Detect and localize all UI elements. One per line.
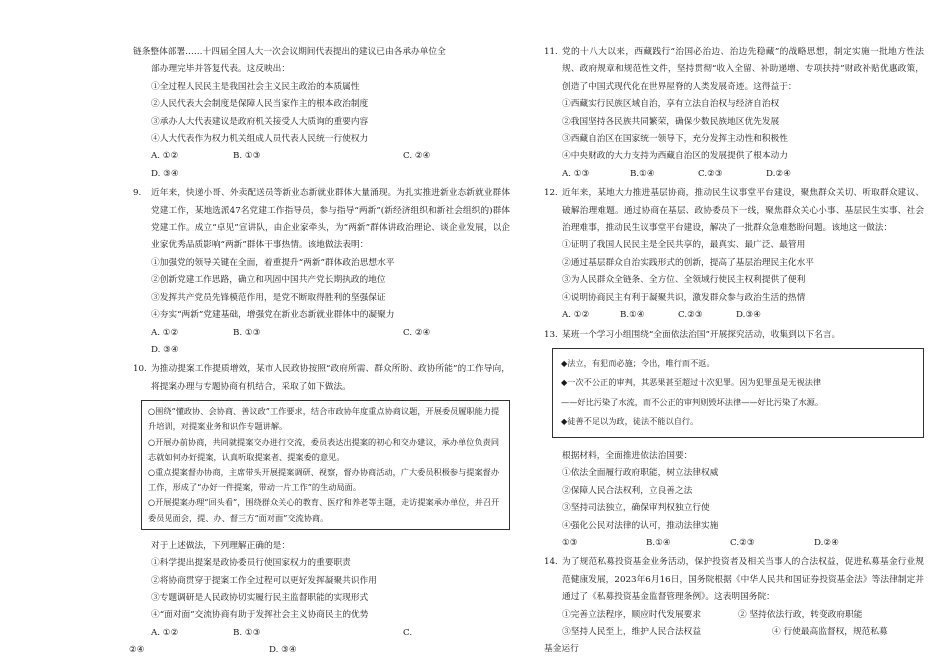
q13-number: 13. [544,329,558,340]
q14-item-2: ② 坚持依法行政，转变政府职能 [738,609,863,620]
q13-item: ①依法全面履行政府职能，树立法律权威 [562,468,719,479]
q13-option-c[interactable]: C.②③ [730,537,755,548]
q11-item: ③西藏自治区在国家统一领导下，充分发挥主动性和积极性 [562,134,788,145]
q13-quote-line: ◆一次不公正的审判，其恶果甚至超过十次犯罪。因为犯罪虽是无视法律 [561,377,822,388]
q13-item: ③坚持司法独立，确保审判权独立行使 [562,503,710,514]
q9-stem: 近年来，快递小哥、外卖配送员等新业态新就业群体大量涌现。为扎实推进新业态新就业群体党建工作，某地选派47名党建工作指导员，参与指导“两新”(新经济组织和新社会组织的)群体党建工作。成立“卓见”宣讲队，由企业家牵头，为“两新”群体讲政治理论、谈企业发展，以企业家优秀品质影响“两新”群体干事热情。该地做法表明： [151,188,510,251]
q10-item: ③专题调研是人民政协切实履行民主监督职能的实现形式 [151,592,369,603]
q12-item: ③为人民群众全链条、全方位、全领域行使民主权利提供了便利 [562,275,806,286]
q13-stem: 某班一个学习小组围绕“全面依法治国”开展探究活动，收集到以下名言。 [562,329,841,340]
q9-option-a[interactable]: A. ①② [151,327,179,338]
q11-option-b[interactable]: B.①④ [630,168,655,179]
left-column [129,44,510,660]
q9-option-c[interactable]: C. ②④ [403,327,431,338]
q8-option-a[interactable]: A. ①② [151,151,179,162]
q8-option-c[interactable]: C. ②④ [403,151,431,162]
q11-stem: 党的十八大以来，西藏践行“治国必治边、治边先稳藏”的战略思想，制定实施一批地方性法规、政府规章和规范性文件，坚持贯彻“收入全留、补助递增、专项扶持”财政补贴优惠政策，创造了中国式现代化在世界屋脊的人类发展奇迹。这得益于： [562,47,924,92]
q10-material-line: ○开展办前协商，共同就提案交办进行交流，委员表达出提案的初心和交办建议，承办单位负责同志就如何办好提案，认真听取提案者、提案委的意见。 [148,436,500,462]
q9-options [133,325,510,342]
q14-item-1: ①完善立法程序，顺应时代发展要求 [562,609,701,620]
q14-stem: 为了规范私募投资基金业务活动，保护投资者及相关当事人的合法权益，促进私募基金行业规范健康发展，2023年6月16日，国务院根据《中华人民共和国证券投资基金法》等法律制定并通过了《私募投资基金监督管理条例》。这表明国务院： [562,557,924,603]
q9-item: ②创新党建工作思路，确立和巩固中国共产党长期执政的地位 [151,275,386,286]
q10-option-b[interactable]: B. ①③ [233,627,261,638]
q12-option-d[interactable]: D.③④ [736,310,761,321]
q10-material-line: ○重点提案督办协商，主席带头开展提案调研、视察，督办协商活动，广大委员积极参与提案督办工作，形成了“办好一件提案，带动一片工作”的生动局面。 [148,466,500,493]
q10-option-c[interactable]: C. [403,627,413,638]
q8-text-line: 部办理完毕并答复代表。这反映出： [151,64,290,75]
q10-stem: 为推动提案工作提质增效，某市人民政协按照“政府所需、群众所盼、政协所能”的工作导向，将提案办理与专题协商有机结合，采取了如下做法。 [151,364,510,392]
q14-item-4: ④ 行使最高监督权，规范私募 [772,626,888,637]
q9-option-b[interactable]: B. ①③ [233,327,261,338]
q14-number: 14. [544,557,558,568]
q10-options [133,625,510,642]
q12-option-c[interactable]: C.②③ [678,310,703,321]
q13-quote-line: ◆徒善不足以为政，徒法不能以自行。 [561,416,699,427]
question-9 [133,185,510,359]
q10-material-line: ○围绕“懂政协、会协商、善议政”工作要求，结合市政协年度重点协商议题，开展委员履职能力提升培训，对提案业务和识作专题讲解。 [148,406,500,432]
q10-material-line: ○开展提案办理“回头看”，围绕群众关心的教育、医疗和养老等主题，走访提案承办单位，并召开委员见面会，提、办、督三方“面对面”交流协商。 [148,497,500,523]
q11-option-a[interactable]: A. ①③ [562,168,590,179]
q9-item: ④夯实“两新”党建基础，增强党在新业态新就业群体中的凝聚力 [151,310,395,321]
q14-item-4-continuation: 基金运行 [544,644,579,655]
q13-option-b[interactable]: B.①④ [646,537,671,548]
q11-options [544,166,924,183]
q10-item: ①科学提出提案是政协委员行使国家权力的重要职责 [151,558,351,569]
q11-item: ①西藏实行民族区域自治，享有立法自治权与经济自治权 [562,99,780,110]
q12-item: ④说明协商民主有利于凝聚共识，激发群众参与政治生活的热情 [562,292,806,303]
q11-option-d[interactable]: D.②④ [766,168,791,179]
q12-stem: 近年来，某地大力推进基层协商，推动民生议事堂平台建设，聚焦群众关切、听取群众建议、破解治理难题。通过协商在基层、政协委员下一线，聚焦群众关心小事、基层民生实事、社会治理难事，推动民生议事堂平台建设，解决了一批群众急难愁盼问题。该地这一做法： [562,188,924,234]
q8-option-b[interactable]: B. ①③ [233,151,261,162]
q14-items-row2 [544,624,924,641]
q10-material-box [141,400,510,530]
q10-item: ④“面对面”交流协商有助于发挥社会主义协商民主的优势 [151,610,369,621]
q13-quotes-box [552,348,924,438]
q10-prompt: 对于上述做法，下列理解正确的是： [151,540,290,551]
q14-item-3: ③坚持人民至上，维护人民合法权益 [562,626,701,637]
q8-text-line: 链条整体部署……十四届全国人大一次会议期间代表提出的建议已由各承办单位全 [133,47,446,57]
q8-option-d[interactable]: D. ③④ [151,168,179,179]
q14-items-row1 [544,607,924,624]
q12-options [544,307,924,324]
q9-item: ③发挥共产党员先锋模范作用，是党不断取得胜利的坚强保证 [151,292,386,303]
question-14 [544,554,924,658]
right-column [544,44,924,659]
q8-item: ②人民代表大会制度是保障人民当家作主的根本政治制度 [151,99,369,110]
q13-quote-line: ——好比污染了水流，而不公正的审判则毁坏法律——好比污染了水源。 [561,396,824,407]
question-13 [544,327,924,553]
q8-options [133,148,510,165]
q12-item: ②通过基层群众自治实践形式的创新，提高了基层治理民主化水平 [562,257,814,268]
q11-item: ④中央财政的大力支持为西藏自治区的发展提供了根本动力 [562,151,788,162]
q10-number: 10. [133,364,147,375]
q10-options-row2 [129,642,510,659]
q12-option-a[interactable]: A. ①② [562,310,590,321]
q8-item: ③承办人大代表建议是政府机关接受人大质询的重要内容 [151,116,369,127]
q13-options [544,535,924,552]
q8-options-row2 [133,166,510,183]
q12-item: ①证明了我国人民民主是全民共享的，最真实、最广泛、最管用 [562,240,806,251]
q13-quote-line: ◆法立，有犯而必施；令出，唯行而不返。 [561,357,715,368]
q12-number: 12. [544,188,558,199]
q9-option-d[interactable]: D. ③④ [151,344,179,355]
q11-item: ②我国坚持各民族共同繁荣，确保少数民族地区优先发展 [562,116,780,127]
q9-number: 9. [133,188,142,199]
q12-option-b[interactable]: B.①④ [620,310,645,321]
q10-option-a[interactable]: A. ①② [151,627,179,638]
q8-item: ①全过程人民民主是我国社会主义民主政治的本质属性 [151,81,360,92]
q10-option-c-value[interactable]: ②④ [129,645,145,656]
q13-item: ②保障人民合法权利，立良善之法 [562,485,693,496]
question-8-continuation [133,44,510,183]
q13-option-d[interactable]: D.②④ [814,537,839,548]
q13-item: ④强化公民对法律的认可，推动法律实施 [562,520,719,531]
q11-option-c[interactable]: C.②③ [698,168,723,179]
question-12 [544,185,924,324]
q9-item: ①加强党的领导关键在全面，着重提升“两新”群体政治思想水平 [151,257,395,268]
q9-options-row2 [133,342,510,359]
q11-number: 11. [544,47,558,57]
q8-item: ④人大代表作为权力机关组成人员代表人民统一行使权力 [151,134,369,145]
question-10 [129,361,510,659]
question-11 [544,44,924,183]
q10-option-d[interactable]: D. ③④ [269,645,297,656]
q13-prompt: 根据材料，全面推进依法治国要： [562,450,693,461]
q10-item: ②将协商贯穿于提案工作全过程可以更好发挥凝聚共识作用 [151,575,377,586]
q13-option-a[interactable]: ①③ [562,537,578,548]
